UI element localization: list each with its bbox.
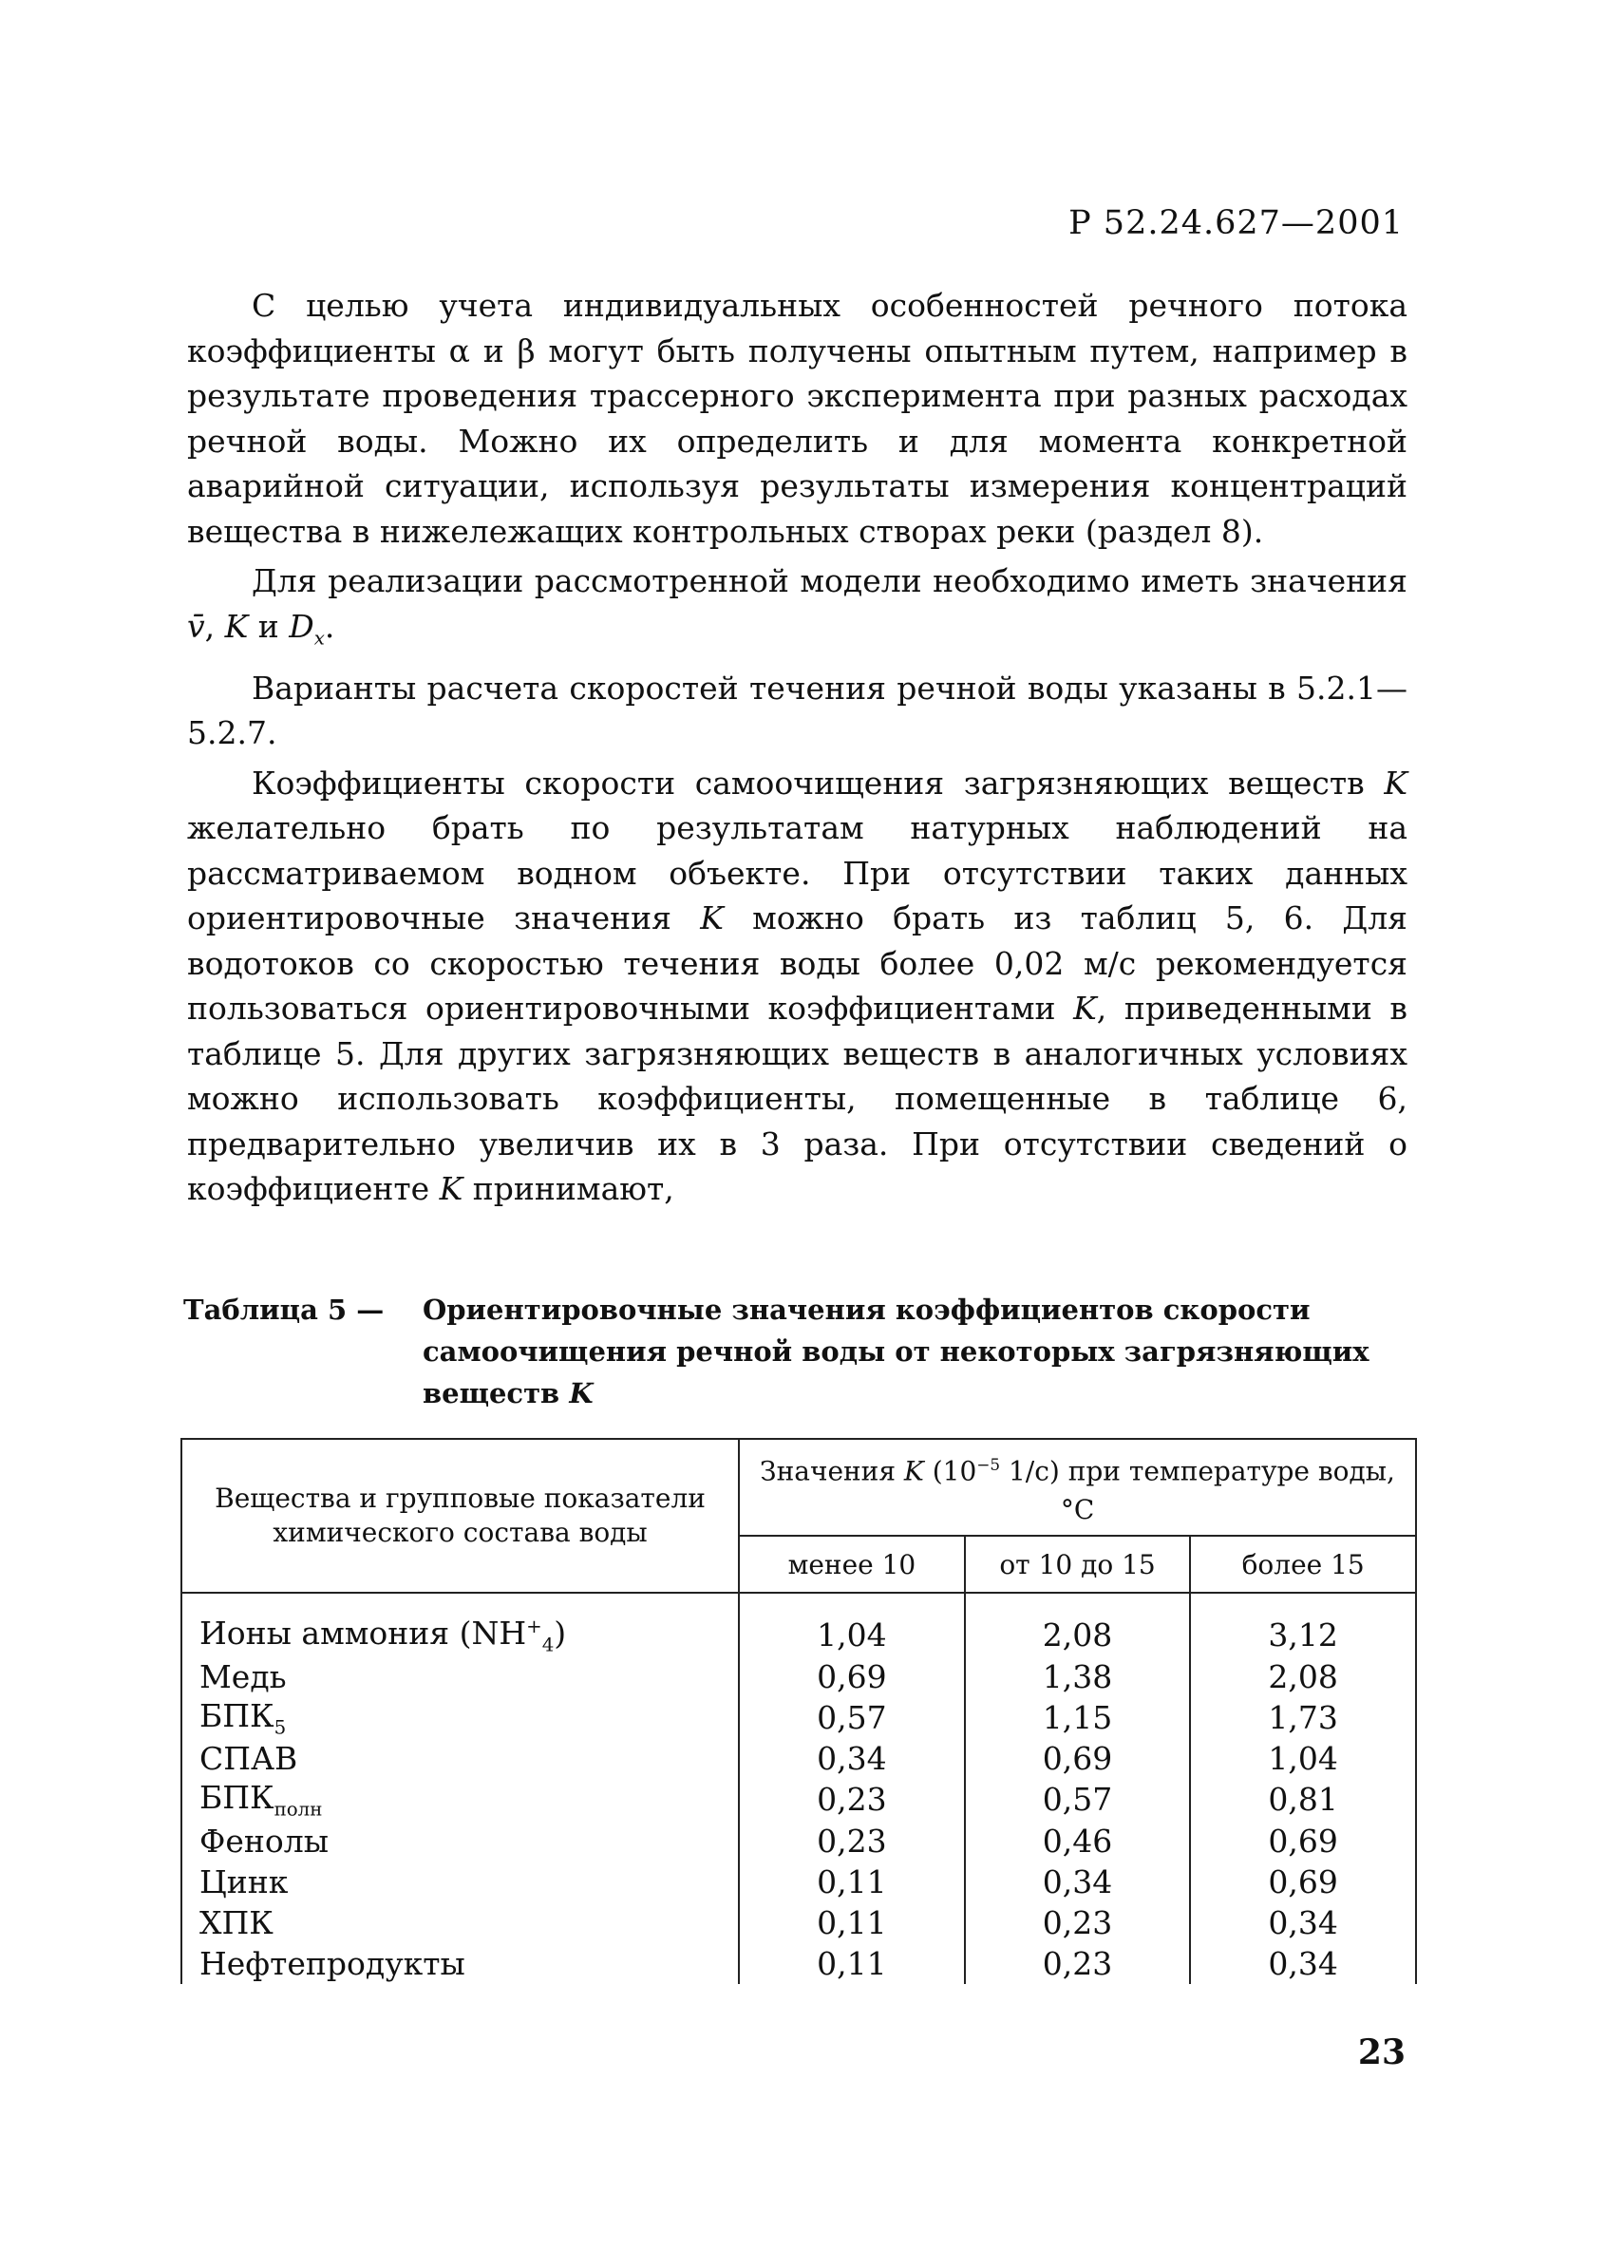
substance-name: Нефтепродукты	[181, 1943, 739, 1984]
body-text	[187, 283, 1407, 1217]
table-caption-label: Таблица 5 —	[183, 1294, 385, 1326]
k-value: 0,23	[739, 1779, 965, 1821]
page-number: 23	[1357, 2032, 1406, 2072]
paragraph-1: С целью учета индивидуальных особенностей речного потока коэффициенты α и β могут быть получены опытным путем, например в результате проведения трассерного эксперимента при разных расходах речной воды. Можно их определить и для момента конкретной аварийной ситуации, используя результаты измерения концентраций вещества в нижележащих контрольных створах реки (раздел 8).	[187, 287, 1407, 550]
substance-name: Цинк	[181, 1862, 739, 1902]
p4-part-c: можно брать из таблиц 5, 6. Для водотоков со скоростью течения воды более 0,02 м/с рекомендуется пользоваться ориентировочными коэффициентами	[187, 899, 1407, 1028]
k-value: 0,34	[965, 1862, 1191, 1902]
symbol-k: K	[224, 607, 249, 645]
table-row	[181, 1821, 1416, 1862]
k-value: 0,57	[965, 1779, 1191, 1821]
k-value: 0,23	[965, 1943, 1191, 1984]
k-value: 3,12	[1190, 1593, 1416, 1656]
table-row	[181, 1862, 1416, 1902]
paragraph-4	[187, 761, 1407, 1212]
table-caption-text: Ориентировочные значения коэффициентов скорости самоочищения речной воды от некоторых загрязняющих веществ K	[423, 1294, 1369, 1409]
substance-name: СПАВ	[181, 1738, 739, 1779]
substance-name: $БПК_5$	[181, 1697, 739, 1739]
table-row	[181, 1902, 1416, 1943]
k-value: 0,11	[739, 1943, 965, 1984]
document-number: Р 52.24.627—2001	[1068, 204, 1404, 242]
p4-part-d: , приведенными в таблице 5. Для других загрязняющих веществ в аналогичных условиях можно использовать коэффициенты, помещенные в таблице 6, предварительно увеличив их в 3 раза. При отсутствии сведений о коэффициенте	[187, 990, 1407, 1208]
substance-name: $БПК_{полн}$	[181, 1779, 739, 1821]
k-value: 2,08	[965, 1593, 1191, 1656]
table-row	[181, 1779, 1416, 1821]
k-value: 2,08	[1190, 1656, 1416, 1697]
k-value: 0,34	[739, 1738, 965, 1779]
p4-part-e: принимают,	[463, 1170, 674, 1208]
header-values: Значения K ($10^{-5}$ 1/с) при температуре воды, °С	[739, 1439, 1416, 1536]
symbol-k: K	[1073, 990, 1097, 1028]
k-value: 0,46	[965, 1821, 1191, 1862]
k-value: 0,34	[1190, 1902, 1416, 1943]
k-value: 0,81	[1190, 1779, 1416, 1821]
k-value: 1,15	[965, 1697, 1191, 1739]
symbol-k: K	[1384, 764, 1407, 802]
p4-part-a: Коэффициенты скорости самоочищения загрязняющих веществ	[252, 764, 1385, 802]
table-row	[181, 1656, 1416, 1697]
symbol-v: v̄	[187, 607, 205, 645]
paragraph-2-text: Для реализации рассмотренной модели необходимо иметь значения	[252, 562, 1407, 599]
symbol-k: K	[439, 1170, 463, 1208]
substance-name: Медь	[181, 1656, 739, 1697]
paragraph-3: Варианты расчета скоростей течения речной воды указаны в 5.2.1—5.2.7.	[187, 669, 1407, 752]
k-value: 0,69	[965, 1738, 1191, 1779]
k-value: 1,73	[1190, 1697, 1416, 1739]
header-temp-gt15: более 15	[1190, 1536, 1416, 1593]
k-value: 0,57	[739, 1697, 965, 1739]
k-value: 0,23	[739, 1821, 965, 1862]
table-row	[181, 1738, 1416, 1779]
symbol-k: K	[700, 899, 724, 937]
k-value: 0,23	[965, 1902, 1191, 1943]
substance-name: Фенолы	[181, 1821, 739, 1862]
k-value: 0,69	[1190, 1821, 1416, 1862]
conj-and: и	[248, 607, 290, 645]
substance-name: ХПК	[181, 1902, 739, 1943]
k-value: 0,69	[739, 1656, 965, 1697]
paragraph-2: Для реализации рассмотренной модели необходимо иметь значения v̄, K и $D_x$.	[187, 562, 1407, 650]
symbol-k: K	[569, 1377, 594, 1409]
substance-name: Ионы аммония $(NH^+_4)$	[181, 1593, 739, 1656]
k-value: 0,69	[1190, 1862, 1416, 1902]
table-caption	[183, 1289, 1418, 1409]
k-value: 0,11	[739, 1902, 965, 1943]
table-row	[181, 1943, 1416, 1984]
k-value: 1,04	[739, 1593, 965, 1656]
header-temp-10-15: от 10 до 15	[965, 1536, 1191, 1593]
symbol-d: D	[289, 607, 314, 645]
k-value: 0,11	[739, 1862, 965, 1902]
coefficients-table	[180, 1438, 1417, 1984]
k-value: 1,38	[965, 1656, 1191, 1697]
p4-part-b: желательно брать по результатам натурных наблюдений на рассматриваемом водном объекте. При отсутствии таких данных ориентировочные значения	[187, 809, 1407, 937]
table-row	[181, 1697, 1416, 1739]
symbol-d-sub: x	[313, 627, 325, 650]
k-value: 1,04	[1190, 1738, 1416, 1779]
header-temp-lt10: менее 10	[739, 1536, 965, 1593]
header-substances: Вещества и групповые показатели химического состава воды	[181, 1439, 739, 1593]
k-value: 0,34	[1190, 1943, 1416, 1984]
table-row	[181, 1593, 1416, 1656]
